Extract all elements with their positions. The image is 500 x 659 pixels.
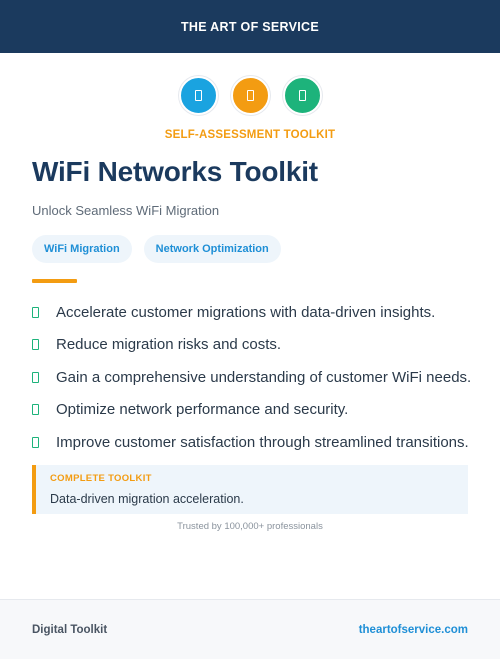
orange-badge-icon	[231, 76, 270, 115]
kicker-label: SELF-ASSESSMENT TOOLKIT	[164, 129, 336, 141]
blue-badge-icon	[179, 76, 218, 115]
header-bar	[0, 0, 500, 53]
footer-label: Digital Toolkit	[32, 623, 108, 636]
brand-name: THE ART OF SERVICE	[180, 19, 320, 34]
tag-list	[32, 235, 281, 263]
green-badge-icon	[283, 76, 322, 115]
benefit-text: Accelerate customer migrations with data-driven insights.	[56, 303, 436, 321]
check-icon	[32, 307, 39, 318]
accent-divider	[32, 279, 77, 283]
list-item	[32, 394, 482, 427]
check-icon	[32, 372, 39, 383]
list-item	[32, 426, 482, 459]
callout-text: Data-driven migration acceleration.	[50, 492, 244, 506]
list-item	[32, 361, 482, 394]
toolkit-callout	[32, 465, 468, 514]
tag-network-optimization[interactable]: Network Optimization	[144, 235, 281, 263]
footer-link[interactable]: theartofservice.com	[358, 623, 468, 636]
check-icon	[32, 437, 39, 448]
benefit-text: Improve customer satisfaction through streamlined transitions.	[56, 433, 469, 451]
list-item	[32, 329, 482, 362]
tag-wifi-migration[interactable]: WiFi Migration	[32, 235, 132, 263]
benefit-list	[32, 296, 482, 459]
icon-row	[0, 76, 500, 115]
page-subtitle: Unlock Seamless WiFi Migration	[32, 203, 220, 218]
check-icon	[32, 404, 39, 415]
trust-note: Trusted by 100,000+ professionals	[177, 521, 323, 532]
benefit-text: Optimize network performance and security.	[56, 401, 349, 419]
page-title: WiFi Networks Toolkit	[32, 156, 318, 187]
check-icon	[32, 339, 39, 350]
callout-label: COMPLETE TOOLKIT	[50, 473, 152, 484]
list-item	[32, 296, 482, 329]
footer-bar	[0, 599, 500, 659]
benefit-text: Reduce migration risks and costs.	[56, 336, 282, 354]
benefit-text: Gain a comprehensive understanding of customer WiFi needs.	[56, 368, 472, 386]
